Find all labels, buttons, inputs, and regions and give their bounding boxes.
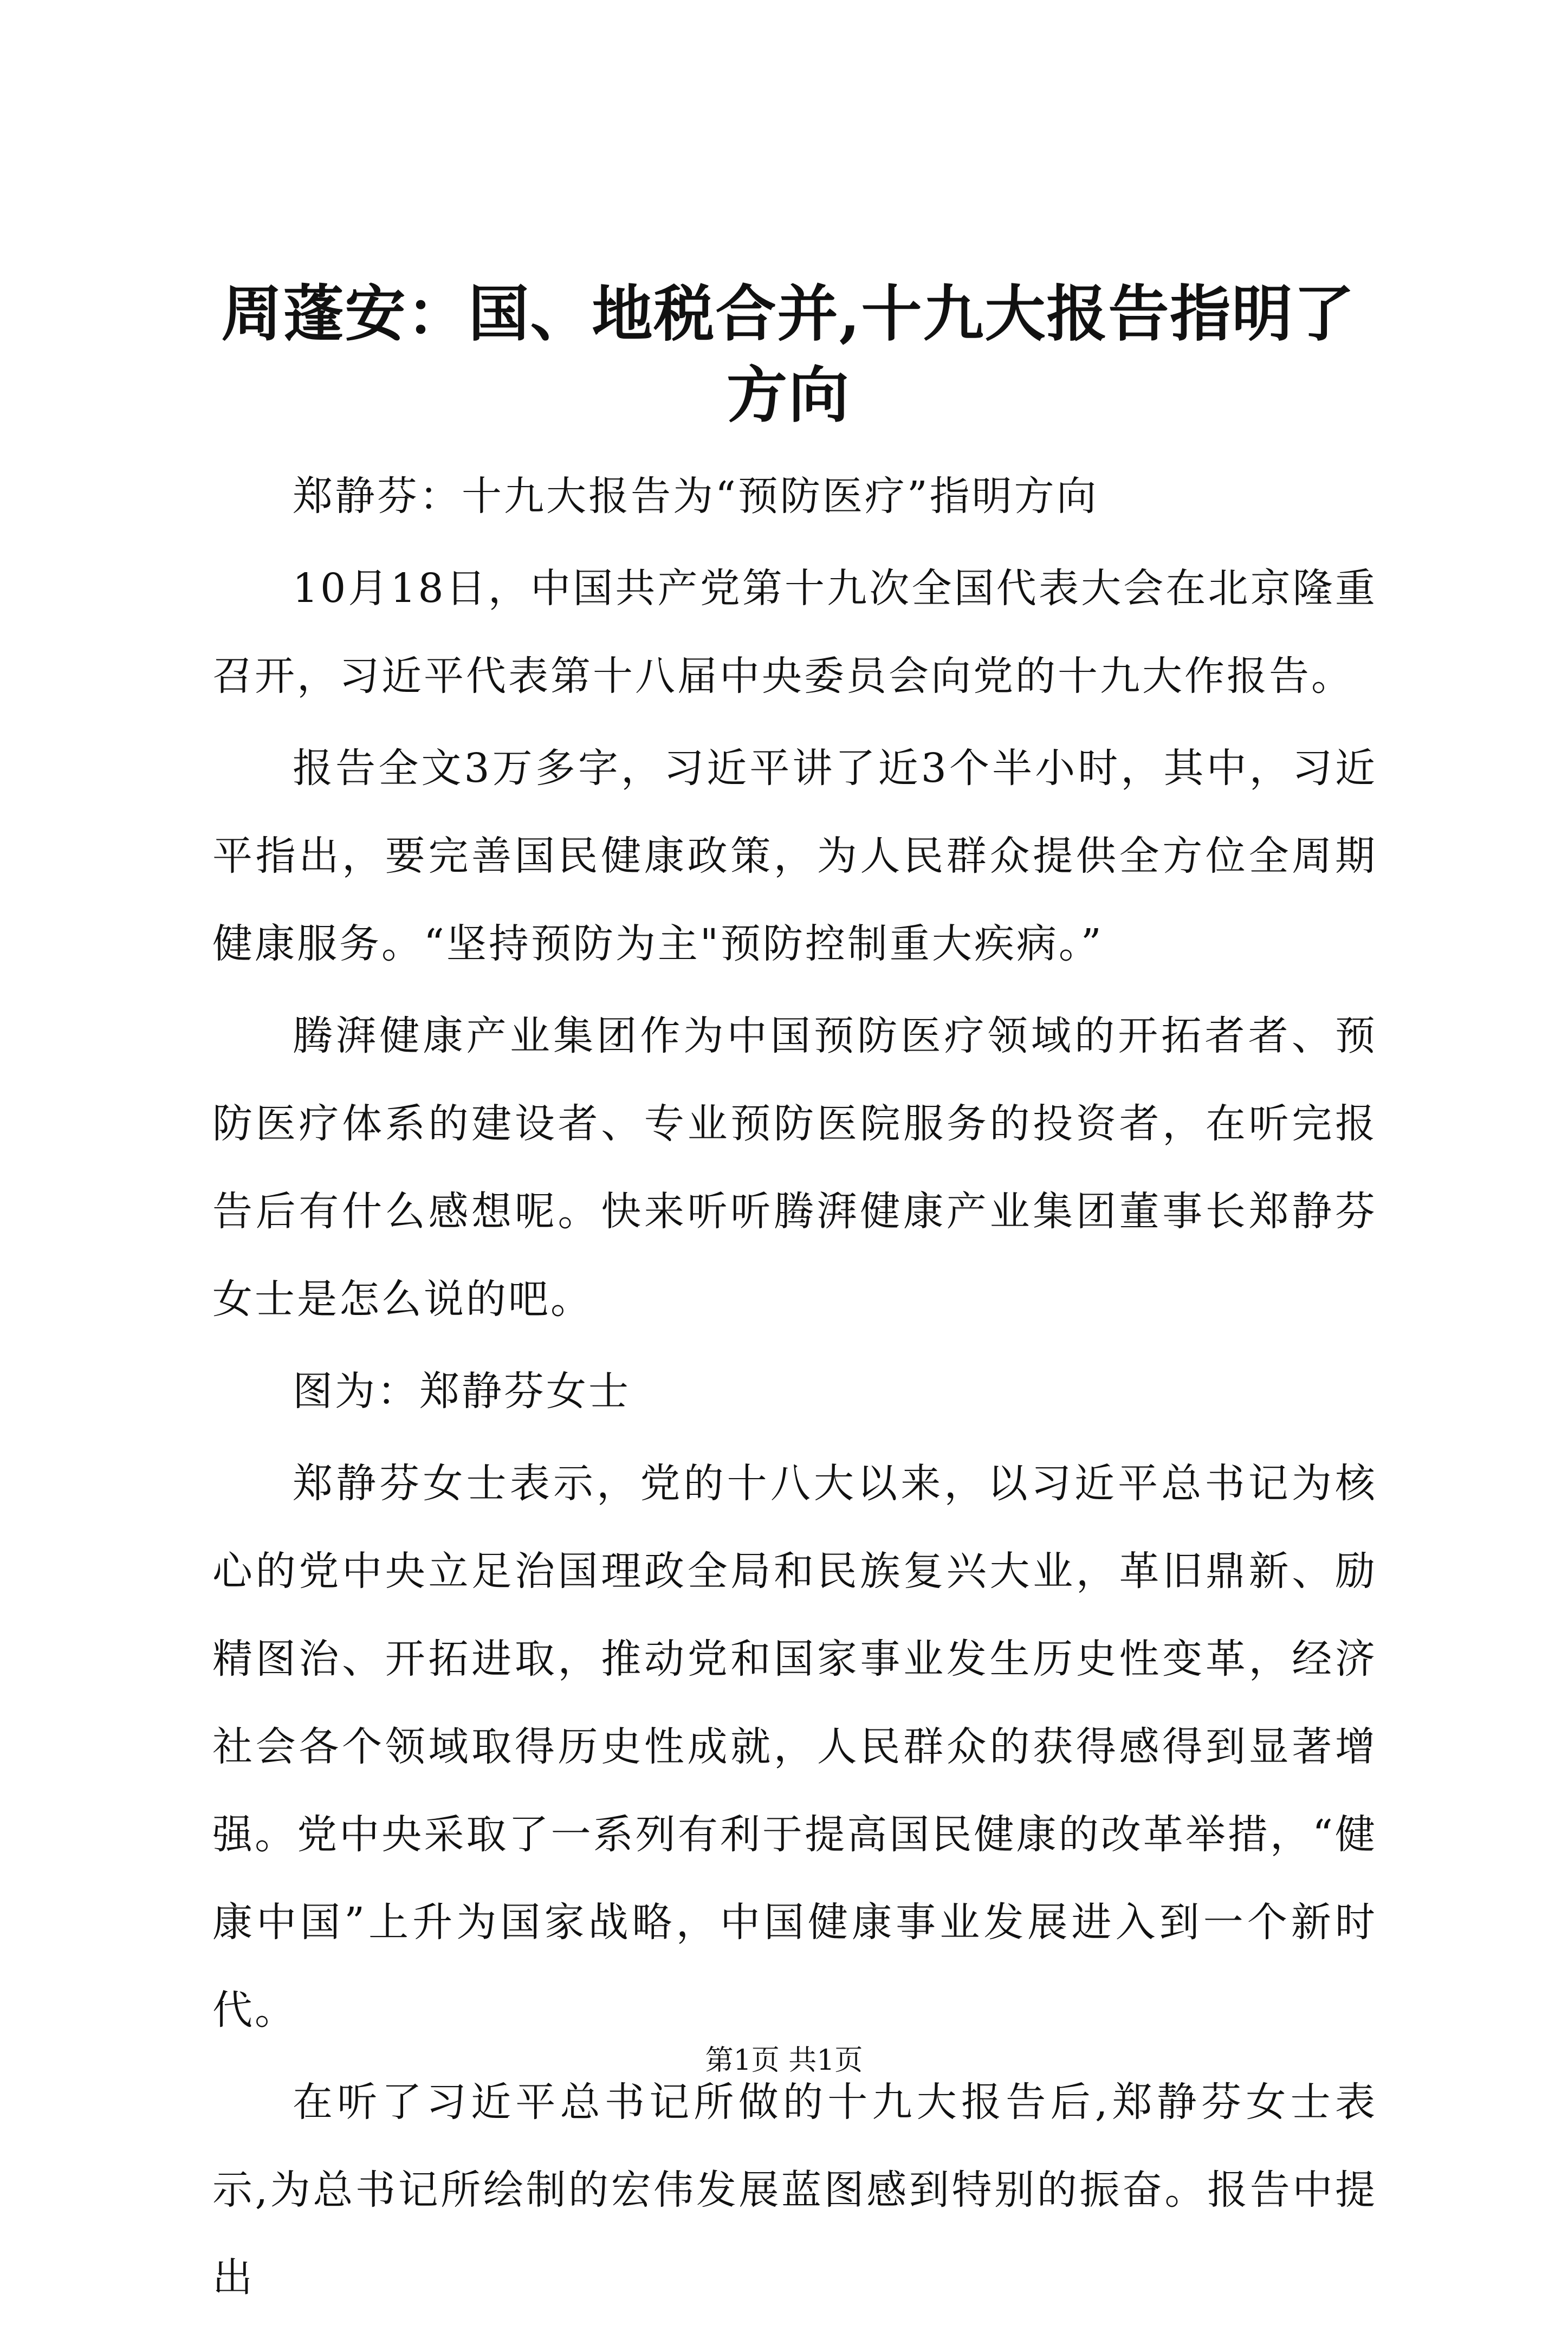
- document-title: 周蓬安：国、地税合并,十九大报告指明了方向: [221, 278, 1356, 431]
- paragraph: 报告全文3万多字，习近平讲了近3个半小时，其中，习近平指出，要完善国民健康政策，为人民群众提供全方位全周期健康服务。“坚持预防为主"预防控制重大疾病。”: [212, 745, 1377, 967]
- paragraph-subtitle: 郑静芬：十九大报告为“预防医疗”指明方向: [293, 473, 1099, 520]
- paragraph: 10月18日，中国共产党第十九次全国代表大会在北京隆重召开，习近平代表第十八届中央委员会向党的十九大作报告。: [212, 565, 1377, 699]
- paragraph: 腾湃健康产业集团作为中国预防医疗领域的开拓者者、预防医疗体系的建设者、专业预防医院服务的投资者，在听完报告后有什么感想呢。快来听听腾湃健康产业集团董事长郑静芬女士是怎么说的吧。: [212, 1013, 1377, 1323]
- paragraph: 在听了习近平总书记所做的十九大报告后,郑静芬女士表示,为总书记所绘制的宏伟发展蓝图感到特别的振奋。报告中提出: [212, 2079, 1377, 2301]
- paragraph: 郑静芬女士表示，党的十八大以来，以习近平总书记为核心的党中央立足治国理政全局和民族复兴大业，革旧鼎新、励精图治、开拓进取，推动党和国家事业发生历史性变革，经济社会各个领域取得历史性成就，人民群众的获得感得到显著增强。党中央采取了一系列有利于提高国民健康的改革举措，“健康中国”上升为国家战略，中国健康事业发展进入到一个新时代。: [212, 1460, 1377, 2033]
- image-caption: 图为：郑静芬女士: [293, 1368, 631, 1415]
- page-number-footer: 第1页 共1页: [705, 2044, 863, 2077]
